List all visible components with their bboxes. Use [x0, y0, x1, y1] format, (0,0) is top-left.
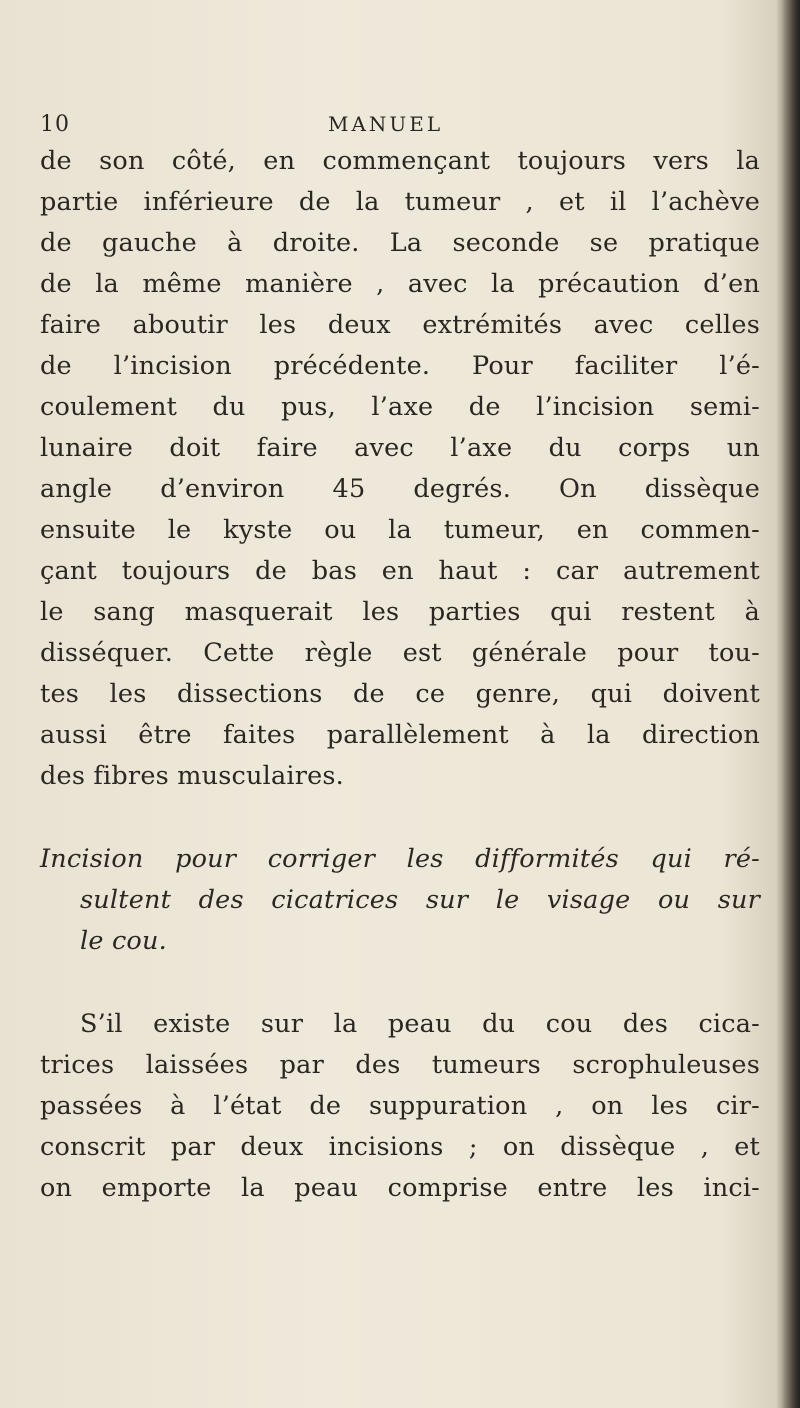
text-line: çant toujours de bas en haut : car autrement: [40, 556, 760, 586]
paragraph-2: [40, 1004, 760, 1209]
running-head: [40, 112, 760, 142]
page-number: 10: [40, 112, 70, 137]
text-line: de l’incision précédente. Pour faciliter l’é-: [40, 351, 760, 381]
text-line: coulement du pus, l’axe de l’incision semi-: [40, 392, 760, 422]
text-line: lunaire doit faire avec l’axe du corps un: [40, 433, 760, 463]
text-line: des fibres musculaires.: [40, 761, 344, 791]
heading-line: sultent des cicatrices sur le visage ou sur: [80, 885, 760, 915]
text-line: disséquer. Cette règle est générale pour tou-: [40, 638, 760, 668]
text-line: faire aboutir les deux extrémités avec celles: [40, 310, 760, 340]
paragraph-1: [40, 141, 760, 797]
text-line: le sang masquerait les parties qui restent à: [40, 597, 760, 627]
text-line: passées à l’état de suppuration , on les cir-: [40, 1091, 760, 1121]
text-line: on emporte la peau comprise entre les inci-: [40, 1173, 760, 1203]
text-line: partie inférieure de la tumeur , et il l’achève: [40, 187, 760, 217]
paragraph-spacer: [40, 962, 760, 1004]
text-line: ensuite le kyste ou la tumeur, en commen-: [40, 515, 760, 545]
text-line: aussi être faites parallèlement à la direction: [40, 720, 760, 750]
running-title: MANUEL: [328, 112, 444, 136]
page-gutter-shadow: [782, 0, 800, 1408]
paragraph-spacer: [40, 797, 760, 839]
text-line: tes les dissections de ce genre, qui doivent: [40, 679, 760, 709]
heading-line: Incision pour corriger les difformités qui ré-: [40, 844, 760, 874]
body-text: [40, 141, 760, 1209]
text-line: de la même manière , avec la précaution d’en: [40, 269, 760, 299]
text-line: angle d’environ 45 degrés. On dissèque: [40, 474, 760, 504]
text-line: conscrit par deux incisions ; on dissèque , et: [40, 1132, 760, 1162]
heading-line: le cou.: [80, 926, 167, 956]
text-line: de gauche à droite. La seconde se pratique: [40, 228, 760, 258]
text-line: S’il existe sur la peau du cou des cica-: [80, 1009, 760, 1039]
text-line: trices laissées par des tumeurs scrophuleuses: [40, 1050, 760, 1080]
text-line: de son côté, en commençant toujours vers la: [40, 146, 760, 176]
section-heading: [40, 839, 760, 962]
